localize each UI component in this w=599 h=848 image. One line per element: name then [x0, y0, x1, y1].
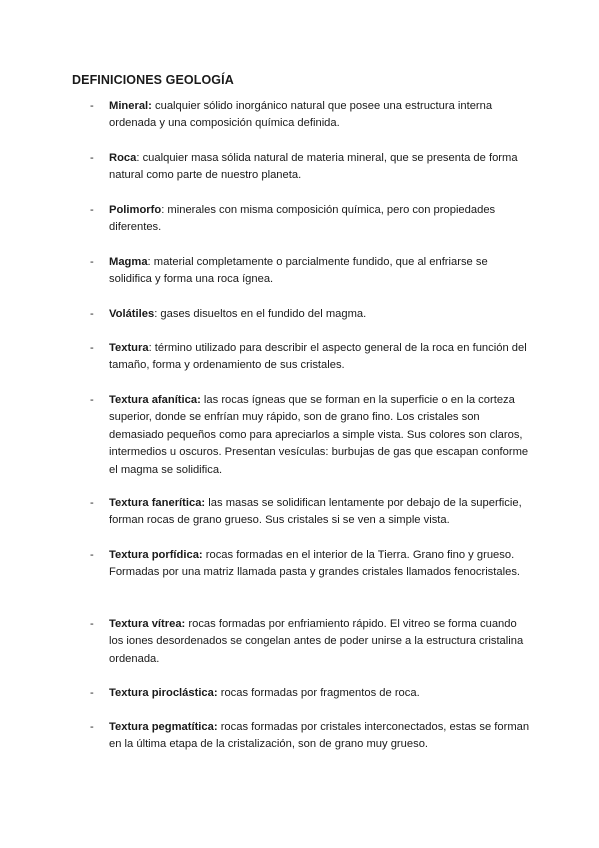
definition-text: : material completamente o parcialmente fundido, que al enfriarse se solidifica y forma una roca ígnea. — [109, 256, 488, 286]
definition-text: las masas se solidifican lentamente por debajo de la superficie, forman rocas de grano grueso. Sus cristales si se ven a simple vista. — [109, 497, 522, 527]
definition-item-mineral — [90, 98, 530, 133]
definition-text: : gases disueltos en el fundido del magma. — [154, 308, 367, 320]
list-dash: - — [90, 497, 94, 509]
list-dash: - — [90, 342, 94, 354]
list-dash: - — [90, 721, 94, 733]
definition-item-textura-afanitica — [90, 392, 530, 479]
list-dash: - — [90, 549, 94, 561]
list-dash: - — [90, 618, 94, 630]
definition-text: rocas formadas por cristales interconectados, estas se forman en la última etapa de la cristalización, son de grano muy grueso. — [109, 721, 530, 751]
definition-term: Textura afanítica: — [109, 394, 201, 406]
definition-item-textura-faneritica — [90, 495, 530, 530]
definition-term: Textura piroclástica: — [109, 687, 218, 699]
definition-item-roca — [90, 150, 530, 185]
definition-term: Textura fanerítica: — [109, 497, 206, 509]
definition-item-magma — [90, 254, 530, 289]
definition-term: Textura vítrea: — [109, 618, 186, 630]
list-dash: - — [90, 152, 94, 164]
document-title: DEFINICIONES GEOLOGÍA — [72, 73, 234, 87]
definition-item-textura-vitrea — [90, 616, 530, 668]
definition-text: las rocas ígneas que se forman en la superficie o en la corteza superior, donde se enfrían muy rápido, son de grano fino. Los cristales son demasiado pequeños como para apreciarlos a simple vista. Sus colores son claros, intermedios u oscuros. Presentan vesículas: burbujas de gas que escapan conforme el magma se solidifica. — [109, 394, 529, 476]
definition-text: : término utilizado para describir el aspecto general de la roca en función del tamaño, forma y ordenamiento de sus cristales. — [109, 342, 527, 372]
list-dash: - — [90, 100, 94, 112]
definition-item-textura-pegmatitica — [90, 719, 530, 754]
definition-term: Volátiles — [109, 308, 155, 320]
definition-text: rocas formadas por enfriamiento rápido. El vitreo se forma cuando los iones desordenados se congelan antes de poder unirse a la estructura cristalina ordenada. — [109, 618, 524, 665]
list-dash: - — [90, 308, 94, 320]
definition-term: Textura porfídica: — [109, 549, 203, 561]
list-dash: - — [90, 687, 94, 699]
definition-term: Textura — [109, 342, 149, 354]
definition-text: : cualquier masa sólida natural de materia mineral, que se presenta de forma natural como parte de nuestro planeta. — [109, 152, 518, 182]
definition-item-textura-piroclastica — [90, 685, 530, 702]
definition-text: rocas formadas por fragmentos de roca. — [217, 687, 420, 699]
definition-item-volatiles — [90, 306, 530, 323]
definition-term: Polimorfo — [109, 204, 162, 216]
definition-item-textura — [90, 340, 530, 375]
definition-term: Roca — [109, 152, 137, 164]
definition-item-textura-porfidica — [90, 547, 530, 582]
definition-text: cualquier sólido inorgánico natural que posee una estructura interna ordenada y una composición química definida. — [109, 100, 493, 130]
definition-text: rocas formadas en el interior de la Tierra. Grano fino y grueso. Formadas por una matriz llamada pasta y grandes cristales llamados fenocristales. — [109, 549, 521, 579]
definition-term: Mineral: — [109, 100, 152, 112]
definition-term: Magma — [109, 256, 148, 268]
list-dash: - — [90, 204, 94, 216]
definition-item-polimorfo — [90, 202, 530, 237]
definition-text: : minerales con misma composición química, pero con propiedades diferentes. — [109, 204, 496, 234]
list-dash: - — [90, 256, 94, 268]
list-dash: - — [90, 394, 94, 406]
definition-term: Textura pegmatítica: — [109, 721, 218, 733]
